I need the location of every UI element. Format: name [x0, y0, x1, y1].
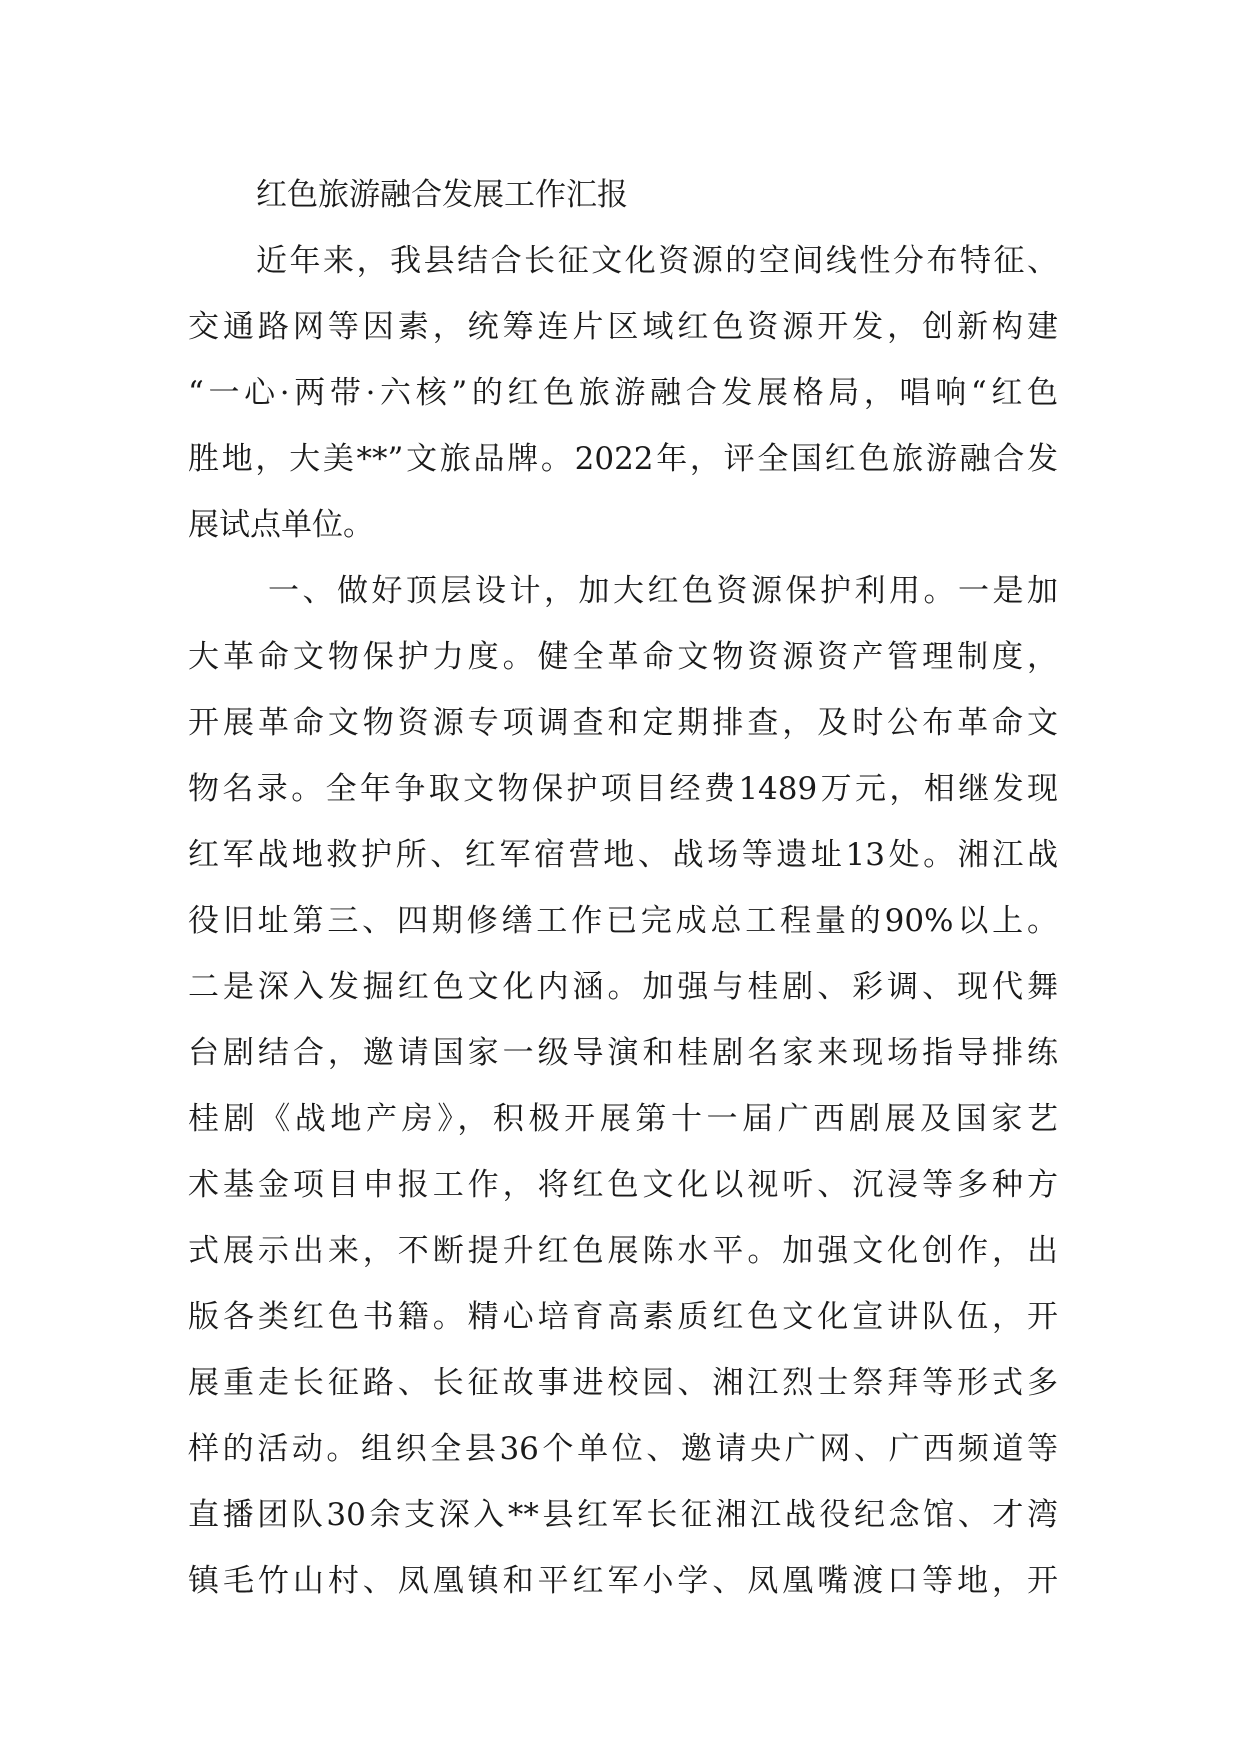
paragraph-line: 镇毛竹山村、凤凰镇和平红军小学、凤凰嘴渡口等地，开 — [188, 1563, 1058, 1599]
paragraph-line: 大革命文物保护力度。健全革命文物资源资产管理制度， — [188, 639, 1058, 675]
paragraph-line: 术基金项目申报工作，将红色文化以视听、沉浸等多种方 — [188, 1167, 1058, 1203]
paragraph-line: 样的活动。组织全县36个单位、邀请央广网、广西频道等 — [188, 1431, 1058, 1467]
paragraph-line: 开展革命文物资源专项调查和定期排查，及时公布革命文 — [188, 705, 1058, 741]
paragraph-line: 役旧址第三、四期修缮工作已完成总工程量的90%以上。 — [188, 903, 1058, 939]
paragraph-line: 物名录。全年争取文物保护项目经费1489万元，相继发现 — [188, 771, 1058, 807]
paragraph-line: 版各类红色书籍。精心培育高素质红色文化宣讲队伍，开 — [188, 1299, 1058, 1335]
paragraph-line: 一、做好顶层设计，加大红色资源保护利用。一是加 — [268, 573, 1058, 609]
paragraph-line: 胜地，大美**”文旅品牌。2022年，评全国红色旅游融合发 — [188, 441, 1058, 477]
document-title: 红色旅游融合发展工作汇报 — [256, 177, 628, 213]
paragraph-line: 展重走长征路、长征故事进校园、湘江烈士祭拜等形式多 — [188, 1365, 1058, 1401]
paragraph-line: 红军战地救护所、红军宿营地、战场等遗址13处。湘江战 — [188, 837, 1058, 873]
paragraph-line: 展试点单位。 — [188, 507, 374, 543]
paragraph-line: 台剧结合，邀请国家一级导演和桂剧名家来现场指导排练 — [188, 1035, 1058, 1071]
paragraph-line: 二是深入发掘红色文化内涵。加强与桂剧、彩调、现代舞 — [188, 969, 1058, 1005]
paragraph-line: 式展示出来，不断提升红色展陈水平。加强文化创作，出 — [188, 1233, 1058, 1269]
paragraph-line: 直播团队30余支深入**县红军长征湘江战役纪念馆、才湾 — [188, 1497, 1058, 1533]
paragraph-line: 桂剧《战地产房》，积极开展第十一届广西剧展及国家艺 — [188, 1101, 1058, 1137]
paragraph-line: 交通路网等因素，统筹连片区域红色资源开发，创新构建 — [188, 309, 1058, 345]
paragraph-line: “一心·两带·六核”的红色旅游融合发展格局，唱响“红色 — [188, 375, 1058, 411]
paragraph-line: 近年来，我县结合长征文化资源的空间线性分布特征、 — [256, 243, 1058, 279]
